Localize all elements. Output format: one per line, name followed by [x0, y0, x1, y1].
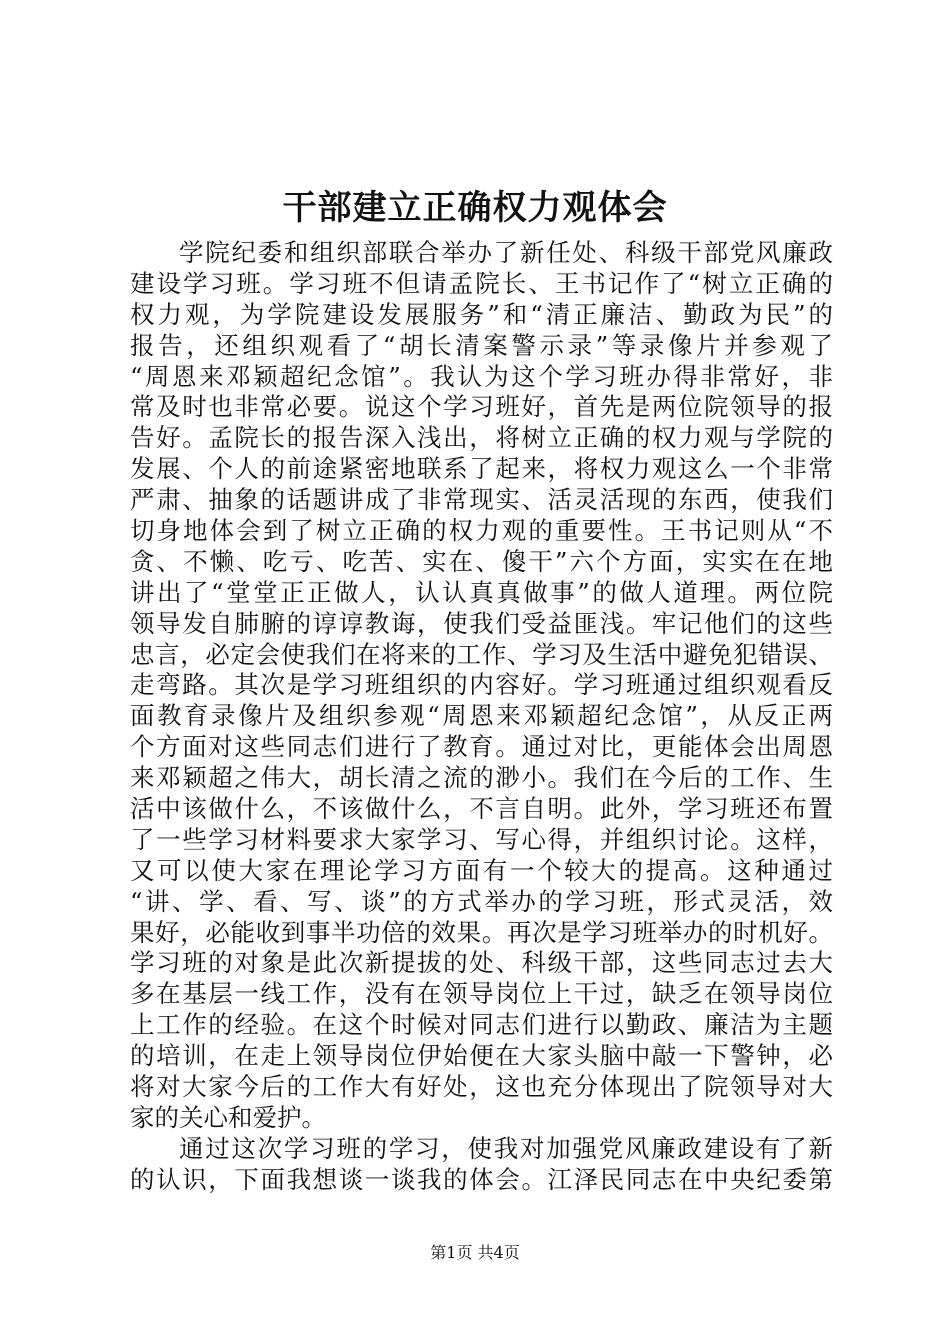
- body-line: 的培训，在走上领导岗位伊始便在大家头脑中敲一下警钟，必: [130, 1041, 833, 1071]
- document-body: [130, 238, 833, 1196]
- document-title: 干部建立正确权力观体会: [282, 188, 668, 228]
- body-line: 发展、个人的前途紧密地联系了起来，将权力观这么一个非常: [130, 454, 833, 484]
- body-line: 报告，还组织观看了“胡长清案警示录”等录像片并参观了: [130, 330, 833, 360]
- body-line: “周恩来邓颖超纪念馆”。我认为这个学习班办得非常好，非: [130, 361, 833, 391]
- body-line: 的认识，下面我想谈一谈我的体会。江泽民同志在中央纪委第: [130, 1164, 833, 1194]
- body-line: 常及时也非常必要。说这个学习班好，首先是两位院领导的报: [130, 392, 833, 422]
- body-line: 了一些学习材料要求大家学习、写心得，并组织讨论。这样，: [130, 824, 833, 854]
- body-line: 忠言，必定会使我们在将来的工作、学习及生活中避免犯错误、: [130, 639, 833, 669]
- body-line: 切身地体会到了树立正确的权力观的重要性。王书记则从“不: [130, 516, 833, 546]
- body-line: 学习班的对象是此次新提拔的处、科级干部，这些同志过去大: [130, 948, 833, 978]
- body-line: 建设学习班。学习班不但请孟院长、王书记作了“树立正确的: [130, 268, 833, 298]
- body-line: 领导发自肺腑的谆谆教诲，使我们受益匪浅。牢记他们的这些: [130, 608, 833, 638]
- body-line: 贪、不懒、吃亏、吃苦、实在、傻干”六个方面，实实在在地: [130, 546, 833, 576]
- body-line: 果好，必能收到事半功倍的效果。再次是学习班举办的时机好。: [130, 917, 833, 947]
- body-line: 权力观，为学院建设发展服务”和“清正廉洁、勤政为民”的: [130, 299, 833, 329]
- body-line: 讲出了“堂堂正正做人，认认真真做事”的做人道理。两位院: [130, 577, 833, 607]
- body-line: 多在基层一线工作，没有在领导岗位上干过，缺乏在领导岗位: [130, 979, 833, 1009]
- body-line: 通过这次学习班的学习，使我对加强党风廉政建设有了新: [179, 1133, 833, 1163]
- body-line: 个方面对这些同志们进行了教育。通过对比，更能体会出周恩: [130, 732, 833, 762]
- body-line: 又可以使大家在理论学习方面有一个较大的提高。这种通过: [130, 855, 833, 885]
- body-line: 走弯路。其次是学习班组织的内容好。学习班通过组织观看反: [130, 670, 833, 700]
- body-line: 家的关心和爱护。: [130, 1102, 326, 1132]
- body-line: 学院纪委和组织部联合举办了新任处、科级干部党风廉政: [179, 238, 833, 267]
- body-line: 活中该做什么，不该做什么，不言自明。此外，学习班还布置: [130, 794, 833, 824]
- body-line: 将对大家今后的工作大有好处，这也充分体现出了院领导对大: [130, 1072, 833, 1102]
- body-line: 严肃、抽象的话题讲成了非常现实、活灵活现的东西，使我们: [130, 485, 833, 515]
- body-line: 来邓颖超之伟大，胡长清之流的渺小。我们在今后的工作、生: [130, 763, 833, 793]
- page-footer: 第1页 共4页: [430, 1243, 520, 1262]
- body-line: 面教育录像片及组织参观“周恩来邓颖超纪念馆”，从反正两: [130, 701, 833, 731]
- body-line: “讲、学、看、写、谈”的方式举办的学习班，形式灵活，效: [130, 886, 833, 916]
- body-line: 告好。孟院长的报告深入浅出，将树立正确的权力观与学院的: [130, 423, 833, 453]
- body-line: 上工作的经验。在这个时候对同志们进行以勤政、廉洁为主题: [130, 1010, 833, 1040]
